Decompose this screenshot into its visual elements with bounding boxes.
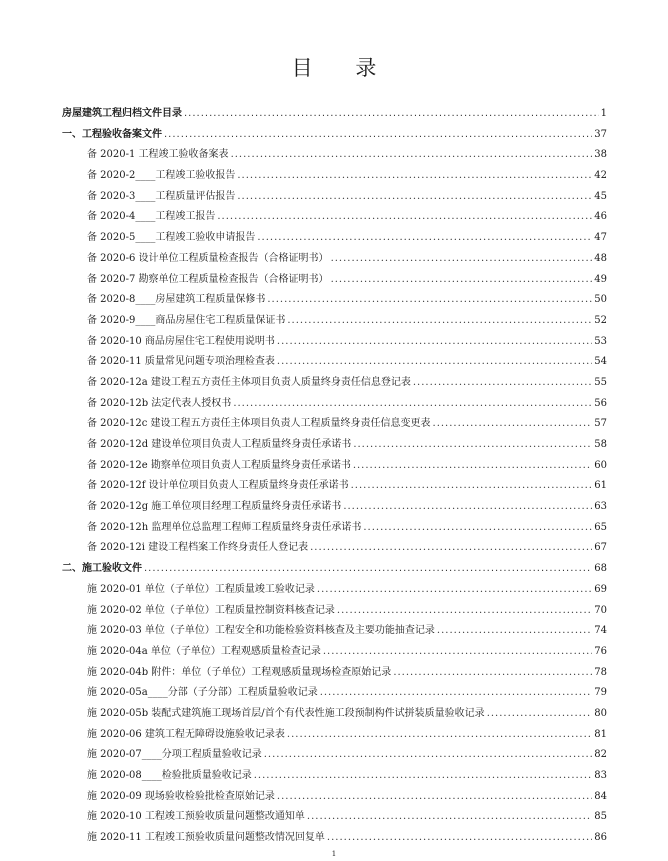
toc-entry-page: 86: [594, 832, 607, 844]
toc-entry-page: 67: [594, 542, 607, 554]
toc-entry-title: 备 2020-2____工程竣工验收报告: [87, 170, 236, 182]
toc-section-entry[interactable]: [62, 104, 607, 125]
toc-entry-title: 施 2020-04a 单位（子单位）工程观感质量检查记录: [87, 645, 321, 657]
toc-entry-page: 57: [594, 418, 607, 430]
toc-entry-title: 备 2020-11 质量常见问题专项治理检查表: [87, 356, 275, 368]
toc-entry-page: 52: [594, 314, 607, 326]
toc-entry-title: 备 2020-12f 设计单位项目负责人工程质量终身责任承诺书: [87, 480, 349, 492]
toc-entry-title: 备 2020-7 勘察单位工程质量检查报告（合格证明书）: [87, 273, 329, 285]
toc-entry-page: 69: [594, 583, 607, 595]
toc-leader-dots: [437, 621, 592, 642]
toc-entry-page: 76: [594, 645, 607, 657]
toc-entry-title: 备 2020-12i 建设工程档案工作终身责任人登记表: [87, 542, 309, 554]
toc-leader-dots: [433, 414, 593, 435]
toc-entry-page: 48: [594, 252, 607, 264]
toc-entry[interactable]: [62, 207, 607, 228]
toc-leader-dots: [310, 538, 592, 559]
toc-entry[interactable]: [62, 621, 607, 642]
toc-entry[interactable]: [62, 497, 607, 518]
toc-leader-dots: [393, 663, 592, 684]
toc-entry-page: 53: [594, 335, 607, 347]
toc-entry-page: 50: [594, 294, 607, 306]
toc-leader-dots: [343, 497, 592, 518]
toc-entry-page: 49: [594, 273, 607, 285]
toc-leader-dots: [331, 249, 593, 270]
page-number: 1: [331, 850, 337, 858]
toc-entry[interactable]: [62, 807, 607, 828]
toc-leader-dots: [287, 311, 592, 332]
toc-leader-dots: [144, 559, 592, 580]
toc-entry-title: 备 2020-12d 建设单位项目负责人工程质量终身责任承诺书: [87, 439, 352, 450]
toc-entry[interactable]: [62, 352, 607, 373]
toc-entry[interactable]: [62, 663, 607, 684]
toc-entry-title: 施 2020-11 工程竣工预验收质量问题整改情况回复单: [87, 832, 325, 844]
toc-entry-page: 82: [594, 749, 607, 761]
toc-leader-dots: [231, 145, 593, 166]
toc-entry-title: 备 2020-12a 建设工程五方责任主体项目负责人质量终身责任信息登记表: [87, 376, 411, 388]
toc-entry-title: 备 2020-3____工程质量评估报告: [87, 190, 236, 202]
toc-entry-page: 61: [594, 480, 607, 492]
toc-section-entry[interactable]: [62, 559, 607, 580]
toc-entry-page: 83: [594, 770, 607, 781]
toc-entry-page: 80: [594, 707, 607, 719]
toc-leader-dots: [267, 290, 592, 311]
toc-entry-title: 备 2020-1 工程竣工验收备案表: [87, 149, 229, 161]
toc-entry-page: 85: [594, 811, 607, 823]
toc-leader-dots: [277, 352, 592, 373]
toc-entry-page: 1: [600, 108, 607, 119]
toc-entry-page: 54: [594, 356, 607, 368]
toc-entry-page: 37: [594, 128, 607, 140]
toc-leader-dots: [277, 787, 592, 808]
toc-entry[interactable]: [62, 435, 607, 456]
toc-entry[interactable]: [62, 745, 607, 766]
toc-entry[interactable]: [62, 787, 607, 808]
toc-entry-title: 一、工程验收备案文件: [62, 128, 162, 140]
toc-entry[interactable]: [62, 766, 607, 787]
toc-entry-page: 74: [594, 625, 607, 637]
toc-entry-title: 施 2020-05a____分部（子分部）工程质量验收记录: [87, 687, 318, 699]
toc-entry-page: 78: [594, 666, 607, 678]
toc-entry-title: 备 2020-4____工程竣工报告: [87, 211, 216, 223]
toc-leader-dots: [233, 394, 592, 415]
toc-entry[interactable]: [62, 373, 607, 394]
toc-entry-title: 施 2020-08____检验批质量验收记录: [87, 770, 252, 781]
toc-entry-title: 施 2020-02 单位（子单位）工程质量控制资料核查记录: [87, 604, 335, 616]
toc-entry-page: 79: [594, 687, 607, 699]
toc-leader-dots: [184, 104, 599, 125]
toc-leader-dots: [487, 704, 593, 725]
toc-entry[interactable]: [62, 456, 607, 477]
toc-entry[interactable]: [62, 476, 607, 497]
toc-entry[interactable]: [62, 683, 607, 704]
toc-leader-dots: [317, 580, 592, 601]
toc-entry[interactable]: [62, 166, 607, 187]
toc-leader-dots: [320, 683, 593, 704]
toc-entry-page: 84: [594, 790, 607, 802]
toc-leader-dots: [264, 745, 593, 766]
toc-entry[interactable]: [62, 642, 607, 663]
toc-entry-page: 45: [594, 190, 607, 202]
toc-leader-dots: [287, 725, 592, 746]
toc-entry[interactable]: [62, 580, 607, 601]
toc-entry-title: 备 2020-5____工程竣工验收申请报告: [87, 232, 256, 244]
toc-entry-page: 81: [594, 728, 607, 740]
toc-entry[interactable]: [62, 187, 607, 208]
toc-entry-page: 42: [594, 170, 607, 182]
toc-entry-page: 65: [594, 521, 607, 533]
toc-entry-title: 施 2020-07____分项工程质量验收记录: [87, 749, 262, 761]
toc-leader-dots: [257, 228, 592, 249]
toc-entry[interactable]: [62, 828, 607, 849]
toc-entry-title: 备 2020-10 商品房屋住宅工程使用说明书: [87, 335, 275, 347]
toc-entry[interactable]: [62, 394, 607, 415]
toc-entry-page: 58: [594, 439, 607, 450]
toc-entry[interactable]: [62, 332, 607, 353]
toc-entry-title: 备 2020-6 设计单位工程质量检查报告（合格证明书）: [87, 252, 329, 264]
toc-leader-dots: [237, 187, 592, 208]
toc-entry-page: 47: [594, 232, 607, 244]
toc-entry-title: 施 2020-10 工程竣工预验收质量问题整改通知单: [87, 811, 305, 823]
toc-leader-dots: [217, 207, 592, 228]
toc-entry-page: 46: [594, 211, 607, 223]
toc-leader-dots: [331, 270, 593, 291]
toc-leader-dots: [307, 807, 592, 828]
toc-entry-title: 备 2020-12g 施工单位项目经理工程质量终身责任承诺书: [87, 501, 342, 513]
toc-entry-page: 56: [594, 397, 607, 409]
toc-entry[interactable]: [62, 414, 607, 435]
toc-entry-page: 55: [594, 376, 607, 388]
toc-entry-title: 施 2020-06 建筑工程无障碍设施验收记录表: [87, 728, 285, 740]
toc-entry-page: 68: [594, 563, 607, 575]
toc-leader-dots: [413, 373, 592, 394]
toc-entry-page: 60: [594, 459, 607, 471]
page-title: 目 录: [291, 56, 395, 80]
table-of-contents: [62, 104, 607, 849]
toc-entry-title: 施 2020-01 单位（子单位）工程质量竣工验收记录: [87, 583, 315, 595]
toc-entry[interactable]: [62, 228, 607, 249]
toc-entry-title: 二、施工验收文件: [62, 563, 142, 575]
toc-leader-dots: [363, 518, 592, 539]
toc-entry[interactable]: [62, 518, 607, 539]
toc-entry-title: 备 2020-12b 法定代表人授权书: [87, 397, 232, 409]
toc-entry[interactable]: [62, 249, 607, 270]
toc-entry-page: 63: [594, 501, 607, 513]
toc-entry-title: 施 2020-05b 装配式建筑施工现场首层/首个有代表性施工段预制构件试拼装质量验收记录: [87, 707, 485, 719]
toc-leader-dots: [164, 125, 592, 146]
toc-entry-title: 施 2020-09 现场验收检验批检查原始记录: [87, 790, 275, 802]
toc-leader-dots: [237, 166, 592, 187]
toc-entry-title: 备 2020-12c 建设工程五方责任主体项目负责人工程质量终身责任信息变更表: [87, 418, 431, 430]
toc-entry-title: 备 2020-8____房屋建筑工程质量保修书: [87, 294, 266, 306]
toc-entry-title: 施 2020-03 单位（子单位）工程安全和功能检验资料核查及主要功能抽查记录: [87, 625, 435, 637]
toc-leader-dots: [353, 456, 592, 477]
toc-entry[interactable]: [62, 725, 607, 746]
toc-leader-dots: [277, 332, 592, 353]
toc-leader-dots: [323, 642, 592, 663]
toc-entry-title: 备 2020-9____商品房屋住宅工程质量保证书: [87, 314, 286, 326]
toc-leader-dots: [353, 435, 592, 456]
toc-leader-dots: [254, 766, 593, 787]
toc-entry[interactable]: [62, 290, 607, 311]
toc-entry[interactable]: [62, 311, 607, 332]
toc-entry-page: 38: [594, 149, 607, 161]
toc-entry-title: 施 2020-04b 附件：单位（子单位）工程观感质量现场检查原始记录: [87, 666, 392, 678]
toc-entry-page: 70: [594, 604, 607, 616]
toc-entry[interactable]: [62, 145, 607, 166]
toc-entry-title: 备 2020-12h 监理单位总监理工程师工程质量终身责任承诺书: [87, 521, 362, 533]
toc-entry-title: 备 2020-12e 勘察单位项目负责人工程质量终身责任承诺书: [87, 459, 351, 471]
toc-section-entry[interactable]: [62, 125, 607, 146]
toc-entry[interactable]: [62, 601, 607, 622]
toc-leader-dots: [351, 476, 593, 497]
toc-entry-title: 房屋建筑工程归档文件目录: [62, 108, 182, 119]
toc-leader-dots: [327, 828, 592, 849]
toc-entry[interactable]: [62, 704, 607, 725]
toc-entry[interactable]: [62, 538, 607, 559]
toc-entry[interactable]: [62, 270, 607, 291]
toc-leader-dots: [337, 601, 592, 622]
